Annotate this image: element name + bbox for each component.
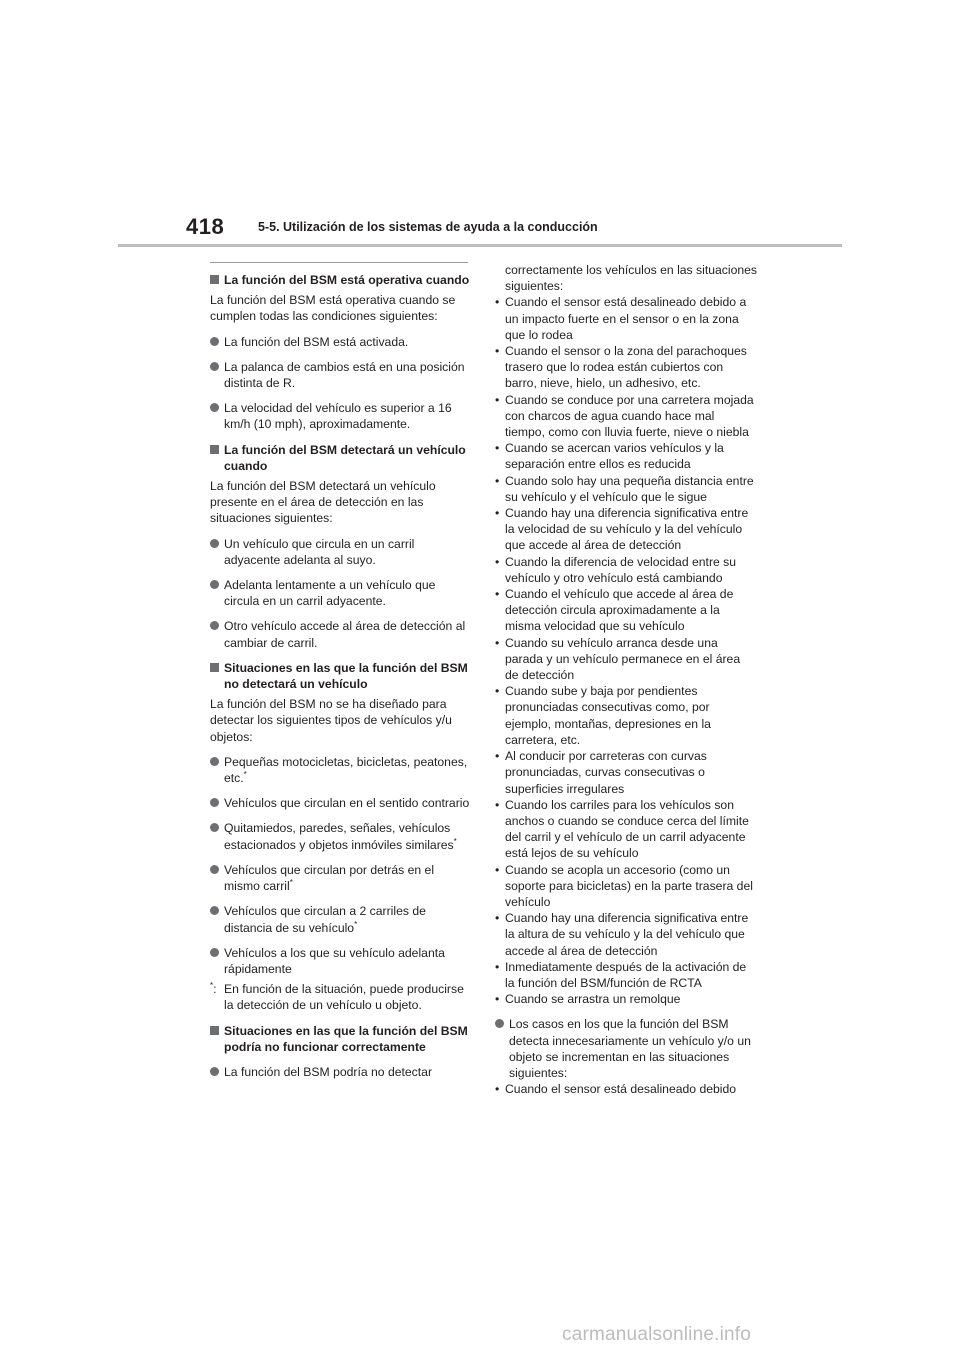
footnote-asterisk: *	[354, 919, 358, 929]
left-column	[210, 262, 472, 1080]
footnote: *: En función de la situación, puede producirse la detección de un vehículo u objeto.	[210, 981, 464, 1013]
list-item: • Cuando sube y baja por pendientes pronunciadas consecutivas como, por ejemplo, montañas, depresiones en la carretera, etc.	[495, 684, 711, 747]
list-item: • Cuando se acopla un accesorio (como un soporte para bicicletas) en la parte trasera del vehículo	[495, 862, 753, 909]
circle-bullet-icon	[210, 362, 219, 371]
square-bullet-icon	[210, 445, 219, 454]
list-item: • Al conducir por carreteras con curvas pronunciadas, curvas consecutivas o superficies irregulares	[495, 749, 707, 796]
bullet-dot-icon: •	[495, 959, 500, 974]
circle-bullet-icon	[210, 865, 219, 874]
circle-bullet-icon	[210, 337, 219, 346]
list-item: • Cuando se acercan varios vehículos y la separación entre ellos es reducida	[495, 441, 724, 472]
list-item: • Cuando el sensor está desalineado debido	[495, 1082, 737, 1097]
bullet-dot-icon: •	[495, 587, 500, 602]
bullet-item: Pequeñas motocicletas, bicicletas, peatones, etc.*	[210, 754, 472, 786]
circle-bullet-icon	[210, 948, 219, 957]
bullet-dot-icon: •	[495, 862, 500, 877]
bullet-dot-icon: •	[495, 635, 500, 650]
section-title: 5-5. Utilización de los sistemas de ayuda a la conducción	[258, 220, 598, 234]
square-bullet-icon	[210, 275, 219, 284]
circle-bullet-icon	[210, 757, 219, 766]
watermark: carmanualsonline.info	[562, 1324, 752, 1345]
list-item: • Cuando se arrastra un remolque	[495, 992, 681, 1007]
column-top-rule	[210, 262, 468, 263]
situations-list-2	[495, 1081, 757, 1097]
bullet-item: Vehículos que circulan en el sentido contrario	[210, 795, 472, 811]
bullet-item: Vehículos que circulan a 2 carriles de distancia de su vehículo*	[210, 903, 472, 935]
bullet-item: La velocidad del vehículo es superior a 16 km/h (10 mph), aproximadamente.	[210, 400, 472, 432]
heading-bsm-detectara: La función del BSM detectará un vehículo cuando	[210, 442, 472, 474]
page-number: 418	[186, 214, 225, 239]
list-item: • Cuando los carriles para los vehículos son anchos o cuando se conduce cerca del límite del carril y el vehículo de un carril adyacente está lejos de su vehículo	[495, 797, 749, 861]
bullet-item: La función del BSM podría no detectar	[210, 1064, 472, 1080]
bullet-item: La palanca de cambios está en una posición distinta de R.	[210, 359, 472, 391]
bullet-item: Quitamiedos, paredes, señales, vehículos estacionados y objetos inmóviles similares*	[210, 820, 472, 852]
list-item: • Cuando el vehículo que accede al área de detección circula aproximadamente a la misma velocidad que su vehículo	[495, 587, 734, 634]
right-column	[495, 262, 757, 1097]
list-item: • Cuando hay una diferencia significativa entre la velocidad de su vehículo y la del vehículo que accede al área de detección	[495, 506, 749, 553]
list-item: • Cuando el sensor o la zona del parachoques trasero que lo rodea están cubiertos con barro, nieve, hielo, un adhesivo, etc.	[495, 344, 747, 391]
circle-bullet-icon	[210, 906, 219, 915]
bullet-dot-icon: •	[495, 1082, 500, 1097]
square-bullet-icon	[210, 663, 219, 672]
paragraph: La función del BSM está operativa cuando se cumplen todas las condiciones siguientes:	[210, 293, 456, 324]
paragraph: La función del BSM no se ha diseñado para detectar los siguientes tipos de vehículos y/u objetos:	[210, 697, 452, 744]
circle-bullet-icon	[210, 403, 219, 412]
footnote-asterisk: *	[243, 770, 247, 780]
square-bullet-icon	[210, 1026, 219, 1035]
bullet-item: Vehículos que circulan por detrás en el mismo carril*	[210, 862, 472, 894]
list-item: • Cuando solo hay una pequeña distancia entre su vehículo y el vehículo que le sigue	[495, 473, 754, 504]
bullet-dot-icon: •	[495, 992, 500, 1007]
bullet-dot-icon: •	[495, 749, 500, 764]
paragraph: La función del BSM detectará un vehículo presente en el área de detección en las situaciones siguientes:	[210, 479, 436, 526]
list-item: • Cuando se conduce por una carretera mojada con charcos de agua cuando hace mal tiempo, como con lluvia fuerte, nieve o niebla	[495, 392, 754, 440]
bullet-dot-icon: •	[495, 473, 500, 488]
list-item: • Cuando hay una diferencia significativa entre la altura de su vehículo y la del vehículo que accede al área de detección	[495, 911, 749, 958]
circle-bullet-icon	[210, 798, 219, 807]
bullet-dot-icon: •	[495, 506, 500, 521]
footnote-mark: *:	[210, 981, 217, 997]
circle-bullet-icon	[210, 621, 219, 630]
bullet-dot-icon: •	[495, 392, 500, 407]
bullet-dot-icon: •	[495, 797, 500, 812]
continued-text: correctamente los vehículos en las situaciones siguientes:	[505, 263, 758, 294]
bullet-item: Adelanta lentamente a un vehículo que circula en un carril adyacente.	[210, 577, 472, 609]
list-item: • Cuando la diferencia de velocidad entre su vehículo y otro vehículo está cambiando	[495, 554, 737, 585]
bullet-dot-icon: •	[495, 911, 500, 926]
footnote-asterisk: *	[289, 878, 293, 888]
list-item: • Cuando el sensor está desalineado debido a un impacto fuerte en el sensor o en la zona que lo rodea	[495, 295, 747, 342]
bullet-dot-icon: •	[495, 295, 500, 310]
circle-bullet-icon	[210, 1067, 219, 1076]
bullet-item: La función del BSM está activada.	[210, 334, 472, 350]
footnote-asterisk: *	[453, 836, 457, 846]
list-item: • Cuando su vehículo arranca desde una parada y un vehículo permanece en el área de detección	[495, 635, 741, 683]
heading-bsm-podria-no-funcionar: Situaciones en las que la función del BSM podría no funcionar correctamente	[210, 1023, 472, 1055]
bullet-dot-icon: •	[495, 344, 500, 359]
circle-bullet-icon	[210, 580, 219, 589]
bullet-dot-icon: •	[495, 684, 500, 699]
bullet-item: Otro vehículo accede al área de detección al cambiar de carril.	[210, 618, 472, 650]
heading-bsm-no-detectara: Situaciones en las que la función del BSM no detectará un vehículo	[210, 660, 472, 692]
bullet-item: Vehículos a los que su vehículo adelanta rápidamente	[210, 945, 472, 977]
bullet-dot-icon: •	[495, 554, 500, 569]
header-rule	[118, 244, 842, 247]
circle-bullet-icon	[210, 539, 219, 548]
heading-bsm-operativa: La función del BSM está operativa cuando	[210, 272, 472, 288]
list-item: • Inmediatamente después de la activación de la función del BSM/función de RCTA	[495, 959, 747, 990]
bullet-dot-icon: •	[495, 441, 500, 456]
circle-bullet-icon	[495, 1019, 504, 1028]
bullet-item: Los casos en los que la función del BSM detecta innecesariamente un vehículo y/o un objeto se incrementan en las situaciones siguientes:	[495, 1016, 757, 1081]
situations-list	[495, 294, 757, 1007]
circle-bullet-icon	[210, 823, 219, 832]
bullet-item: Un vehículo que circula en un carril adyacente adelanta al suyo.	[210, 536, 472, 568]
